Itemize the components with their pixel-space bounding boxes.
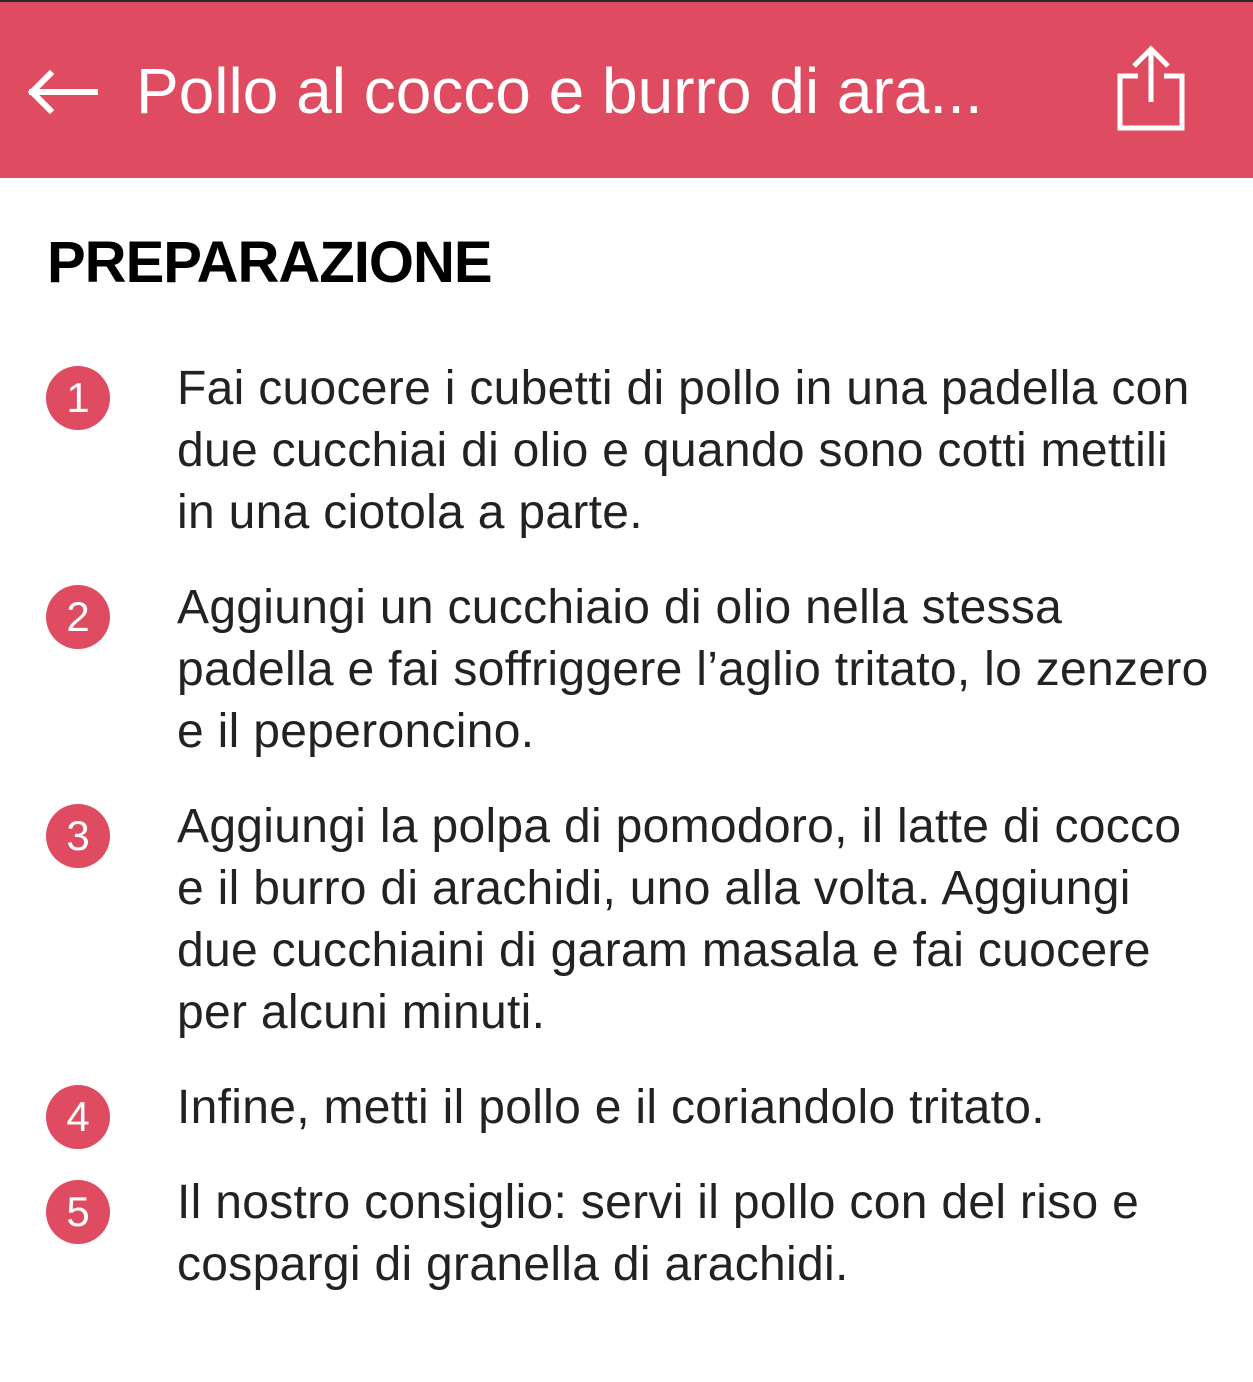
steps-list xyxy=(0,358,1253,1329)
share-button[interactable] xyxy=(1104,38,1198,138)
section-heading: PREPARAZIONE xyxy=(47,230,492,295)
step-item xyxy=(0,358,1253,544)
step-text: Aggiungi la polpa di pomodoro, il latte di cocco e il burro di arachidi, uno alla volta. Aggiungi due cucchiaini di garam masala e fai cuocere per alcuni minuti. xyxy=(177,800,1182,1039)
step-item xyxy=(0,1077,1253,1139)
app-header xyxy=(0,2,1253,178)
step-text: Il nostro consiglio: servi il pollo con del riso e cospargi di granella di arachidi. xyxy=(177,1176,1140,1291)
step-number-badge: 5 xyxy=(46,1180,110,1244)
back-button[interactable] xyxy=(22,52,102,132)
step-text: Fai cuocere i cubetti di pollo in una padella con due cucchiai di olio e quando sono cotti mettili in una ciotola a parte. xyxy=(177,362,1190,539)
step-item xyxy=(0,577,1253,763)
step-number-badge: 3 xyxy=(46,804,110,868)
step-text: Aggiungi un cucchiaio di olio nella stessa padella e fai soffriggere l’aglio tritato, lo zenzero e il peperoncino. xyxy=(177,581,1209,758)
share-icon xyxy=(1116,44,1186,132)
step-number-badge: 2 xyxy=(46,585,110,649)
arrow-left-icon xyxy=(26,70,98,114)
step-item xyxy=(0,796,1253,1044)
page-title: Pollo al cocco e burro di ara... xyxy=(136,55,983,127)
step-number-badge: 1 xyxy=(46,366,110,430)
step-text: Infine, metti il pollo e il coriandolo tritato. xyxy=(177,1081,1045,1134)
step-number-badge: 4 xyxy=(46,1085,110,1149)
step-item xyxy=(0,1172,1253,1296)
